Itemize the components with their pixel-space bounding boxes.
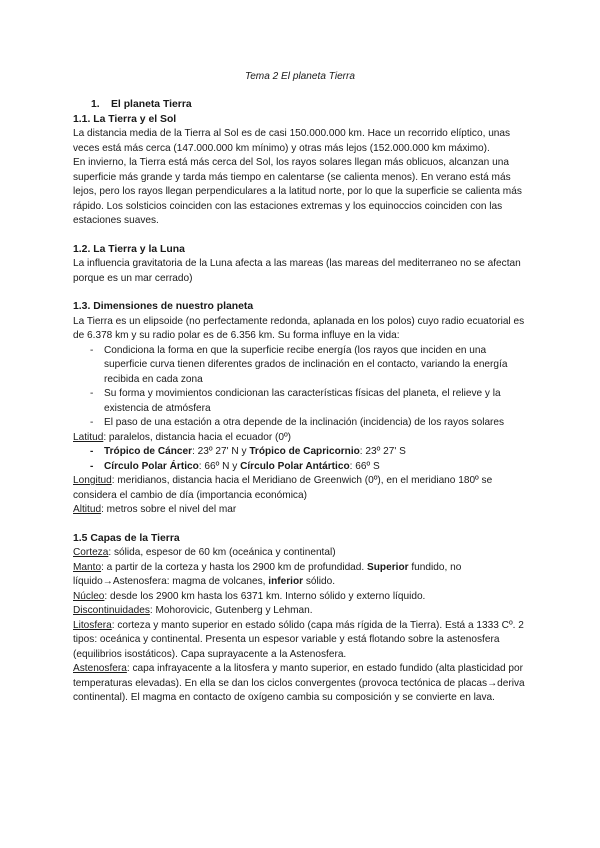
section-1-3-heading: 1.3. Dimensiones de nuestro planeta (73, 301, 254, 312)
list-item: - Condiciona la forma en que la superficie recibe energía (los rayos que inciden en una superficie curva tienen diferentes grados de inclinación en el contacto, variando la energía recibida en cada zona (73, 344, 528, 388)
polar-circles-item: - Círculo Polar Ártico: 66º N y Círculo Polar Antártico: 66º S (73, 460, 528, 475)
document-title: Tema 2 El planeta Tierra (244, 71, 356, 82)
list-item: - El paso de una estación a otra depende de la inclinación (incidencia) de los rayos solares (73, 416, 528, 431)
manto-term: Manto (73, 561, 102, 573)
section-title: El planeta Tierra (111, 99, 192, 110)
section-1-5-heading: 1.5 Capas de la Tierra (73, 532, 180, 544)
corteza-term: Corteza (73, 547, 109, 558)
discontinuidades-term: Discontinuidades (73, 605, 150, 616)
section-1-heading (73, 98, 528, 113)
manto-definition: Manto: a partir de la corteza y hasta los 2900 km de profundidad. Superior fundido, no líquido→Astenosfera: magma de volcanes, inferior sólido. (73, 561, 462, 587)
latitud-term: Latitud (73, 431, 104, 443)
corteza-definition: Corteza: sólida, espesor de 60 km (oceánica y continental) (73, 547, 336, 558)
astenosfera-definition: Astenosfera: capa infrayacente a la litosfera y manto superior, en estado fundido (alta plasticidad por temperaturas elevadas). En ella se dan los ciclos convergentes (provoca tectónica de placas→deriva continental). El magma en contacto de oxígeno cambia su composición y se convierte en lava. (73, 663, 525, 703)
longitud-term: Longitud (73, 475, 112, 486)
nucleo-term: Núcleo (73, 590, 105, 602)
section-1-1-paragraph-2: En invierno, la Tierra está más cerca del Sol, los rayos solares llegan más oblicuos, alcanzan una superficie más grande y tarda más tiempo en calentarse (se calienta menos). En verano está más lejos, pero los rayos llegan perpendiculares a la latitud norte, por lo que la superficie se calienta más rápido. Los solsticios coinciden con las estaciones extremas y los equinoccios coinciden con las estaciones suaves. (73, 157, 522, 226)
latitude-circles-list (73, 445, 528, 474)
section-1-2-heading: 1.2. La Tierra y la Luna (73, 243, 185, 255)
section-1-1-paragraph-1: La distancia media de la Tierra al Sol es de casi 150.000.000 km. Hace un recorrido elíptico, unas veces está más cerca (147.000.000 km mínimo) y otras más lejos (152.000.000 km máximo). (73, 128, 511, 154)
altitud-definition: Altitud: metros sobre el nivel del mar (73, 504, 237, 515)
astenosfera-term: Astenosfera (73, 663, 127, 674)
longitud-definition: Longitud: meridianos, distancia hacia el Meridiano de Greenwich (0º), en el meridiano 180º se considera el cambio de día (importancia económica) (73, 475, 493, 501)
altitud-term: Altitud (73, 504, 102, 515)
latitud-definition: Latitud: paralelos, distancia hacia el ecuador (0º) (73, 431, 292, 443)
tropics-item: - Trópico de Cáncer: 23º 27' N y Trópico de Capricornio: 23º 27' S (73, 445, 528, 460)
section-number: 1. (91, 99, 100, 110)
shape-effects-list (73, 344, 528, 431)
document-body (73, 98, 528, 706)
list-item: - Su forma y movimientos condicionan las características físicas del planeta, el relieve y la existencia de atmósfera (73, 387, 528, 416)
litosfera-term: Litosfera (73, 619, 112, 631)
nucleo-definition: Núcleo: desde los 2900 km hasta los 6371 km. Interno sólido y externo líquido. (73, 590, 426, 602)
discontinuidades-definition: Discontinuidades: Mohorovicic, Gutenberg y Lehman. (73, 605, 313, 616)
section-1-2-paragraph: La influencia gravitatoria de la Luna afecta a las mareas (las mareas del mediterraneo no se afectan porque es un mar cerrado) (73, 258, 521, 284)
litosfera-definition: Litosfera: corteza y manto superior en estado sólido (capa más rígida de la Tierra). Está a 1333 Cº. 2 tipos: oceánica y continental. Presenta un espesor variable y está flotando sobre la astenosfera (equilibrios isostáticos). Capa suprayacente a la Astenosfera. (73, 619, 524, 660)
section-1-1-heading: 1.1. La Tierra y el Sol (73, 113, 177, 125)
section-1-3-paragraph: La Tierra es un elipsoide (no perfectamente redonda, aplanada en los polos) cuyo radio ecuatorial es de 6.378 km y su radio polar es de 6.356 km. Su forma influye en la vida: (73, 315, 525, 341)
